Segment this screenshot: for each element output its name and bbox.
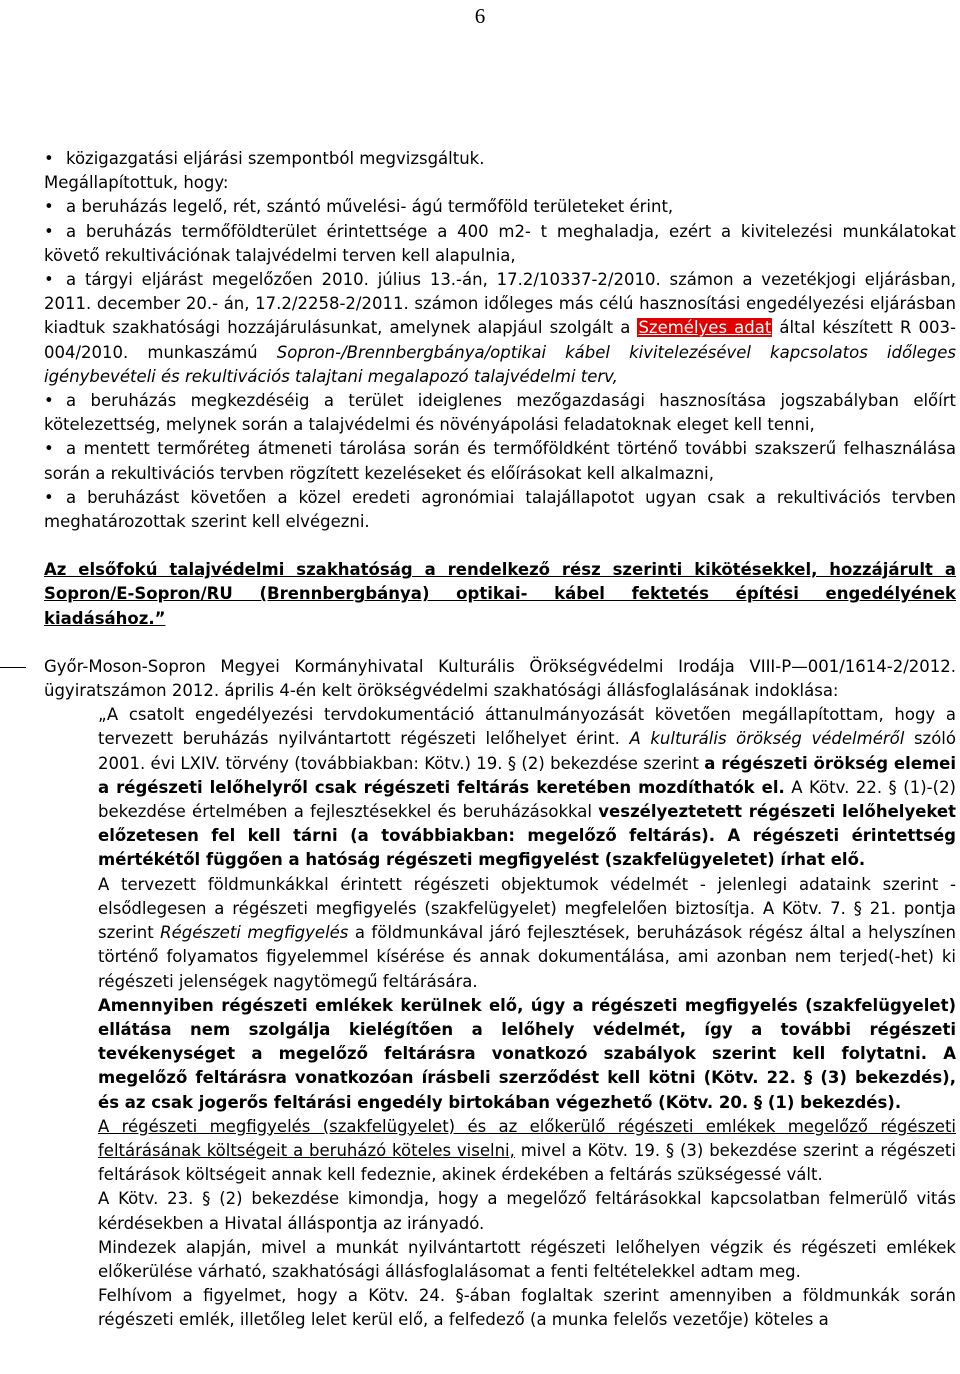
- list-item: • a beruházás legelő, rét, szántó művelési- ágú termőföld területeket érint,: [44, 195, 956, 219]
- bullet-icon: •: [44, 221, 54, 241]
- bullet-icon: •: [44, 197, 54, 217]
- bullet-icon: •: [44, 487, 54, 507]
- redacted-personal-data: Személyes adat: [638, 318, 772, 338]
- intro-text: Megállapítottuk, hogy:: [44, 173, 229, 193]
- bullet-icon: •: [44, 439, 54, 459]
- document-body: [44, 147, 956, 1333]
- quote-paragraph: A Kötv. 23. § (2) bekezdése kimondja, hogy a megelőző feltárásokkal kapcsolatban felmerülő vitás kérdésekben a Hivatal álláspontja az irányadó.: [98, 1189, 956, 1233]
- bullet-icon: •: [44, 391, 54, 411]
- quote-paragraph: A régészeti megfigyelés (szakfelügyelet) és az előkerülő régészeti emlékek megelőző régészeti feltárásának költségeit a beruházó köteles viselni, mivel a Kötv. 19. § (3) bekezdése szerint a régészeti feltárások költségeit annak kell fedeznie, akinek érdekében a feltárás szükségessé vált.: [98, 1116, 956, 1185]
- list-item: • közigazgatási eljárási szempontból megvizsgáltuk.: [44, 147, 956, 171]
- bullet-icon: •: [44, 270, 54, 290]
- quote-paragraph: Felhívom a figyelmet, hogy a Kötv. 24. §-ában foglaltak szerint amennyiben a földmunkák során régészeti emlék, illetőleg lelet kerül elő, a felfedező (a munka felelős vezetője) köteles a: [98, 1286, 956, 1330]
- quote-paragraph: „A csatolt engedélyezési tervdokumentáció áttanulmányozását követően megállapítottam, hogy a tervezett beruházás nyilvántartott régészeti lelőhelyet érint. A kulturális örökség védelméről szóló 2001. évi LXIV. törvény (továbbiakban: Kötv.) 19. § (2) bekezdése szerint a régészeti örökség elemei a régészeti lelőhelyről csak régészeti feltárás keretében mozdíthatók el. A Kötv. 22. § (1)-(2) bekezdése értelmében a fejlesztésekkel és beruházásokkal veszélyeztetett régészeti lelőhelyeket előzetesen fel kell tárni (a továbbiakban: megelőző feltárás). A régészeti érintettség mértékétől függően a hatóság régészeti megfigyelést (szakfelügyeletet) írhat elő.: [98, 705, 957, 870]
- authority-section: [44, 655, 956, 703]
- list-item: • a beruházás termőföldterület érintettsége a 400 m2- t meghaladja, ezért a kivitelezési munkálatokat követő rekultivációnak talajvédelmi terven kell alapulnia,: [44, 221, 956, 265]
- conclusion-text: Az elsőfokú talajvédelmi szakhatóság a rendelkező rész szerinti kikötésekkel, hozzájárult a Sopron/E-Sopron/RU (Brennbergbánya) optikai- kábel fektetés építési engedélyének kiadásához.”: [44, 560, 956, 628]
- quote-paragraph: Mindezek alapján, mivel a munkát nyilvántartott régészeti lelőhelyen végzik és régészeti emlékek előkerülése várható, szakhatósági állásfoglalásomat a fenti feltételekkel adtam meg.: [98, 1237, 956, 1281]
- list-item: • a beruházást követően a közel eredeti agronómiai talajállapotot ugyan csak a rekultivációs tervben meghatározottak szerint kell elvégezni.: [44, 487, 956, 532]
- list-item: • a tárgyi eljárást megelőzően 2010. július 13.-án, 17.2/10337-2/2010. számon a vezetékjogi eljárásban, 2011. december 20.- án, 17.2/2258-2/2011. számon időleges más célú hasznosítási engedélyezési eljárásban kiadtuk szakhatósági hozzájárulásunkat, amelynek alapjául szolgált a Személyes adat által készített R 003-004/2010. munkaszámú Sopron-/Brennbergbánya/optikai kábel kivitelezésével kapcsolatos időleges igénybevételi és rekultivációs talajtani megalapozó talajvédelmi terv,: [44, 270, 957, 386]
- page-number: 6: [474, 4, 486, 28]
- authority-paragraph: Győr-Moson-Sopron Megyei Kormányhivatal Kulturális Örökségvédelmi Irodája VIII-P—001/1614-2/2012. ügyiratszámon 2012. április 4-én kelt örökségvédelmi szakhatósági állásfoglalásának indoklása:: [44, 656, 956, 701]
- bullet-icon: •: [44, 149, 54, 168]
- list-item: • a beruházás megkezdéséig a terület ideiglenes mezőgazdasági hasznosítása jogszabályban előírt kötelezettség, melynek során a talajvédelmi és növényápolási feladatoknak eleget kell tenni,: [44, 391, 956, 435]
- list-item: • a mentett termőréteg átmeneti tárolása során és termőföldként történő további szakszerű felhasználása során a rekultivációs tervben rögzített kezeléseket és előírásokat kell alkalmazni,: [44, 439, 956, 483]
- quoted-reasoning: [98, 703, 956, 1332]
- quote-paragraph: Amennyiben régészeti emlékek kerülnek elő, úgy a régészeti megfigyelés (szakfelügyelet) ellátása nem szolgálja kielégítően a lelőhely védelmét, így a további régészeti tevékenységet a megelőző feltárásra vonatkozó szabályok szerint kell folytatni. A megelőző feltárásra vonatkozóan írásbeli szerződést kell kötni (Kötv. 22. § (3) bekezdés), és az csak jogerős feltárási engedély birtokában végezhető (Kötv. 20. § (1) bekezdés).: [98, 995, 956, 1112]
- quote-paragraph: A tervezett földmunkákkal érintett régészeti objektumok védelmét - jelenlegi adataink szerint - elsődlegesen a régészeti megfigyelés (szakfelügyelet) megfelelően biztosítja. A Kötv. 7. § 21. pontja szerint Régészeti megfigyelés a földmunkával járó fejlesztések, beruházások régész által a helyszínen történő folyamatos figyelemmel kísérése és annak dokumentálása, ami azonban nem terjed(-het) ki régészeti jelenségek nagytömegű feltárására.: [98, 874, 956, 991]
